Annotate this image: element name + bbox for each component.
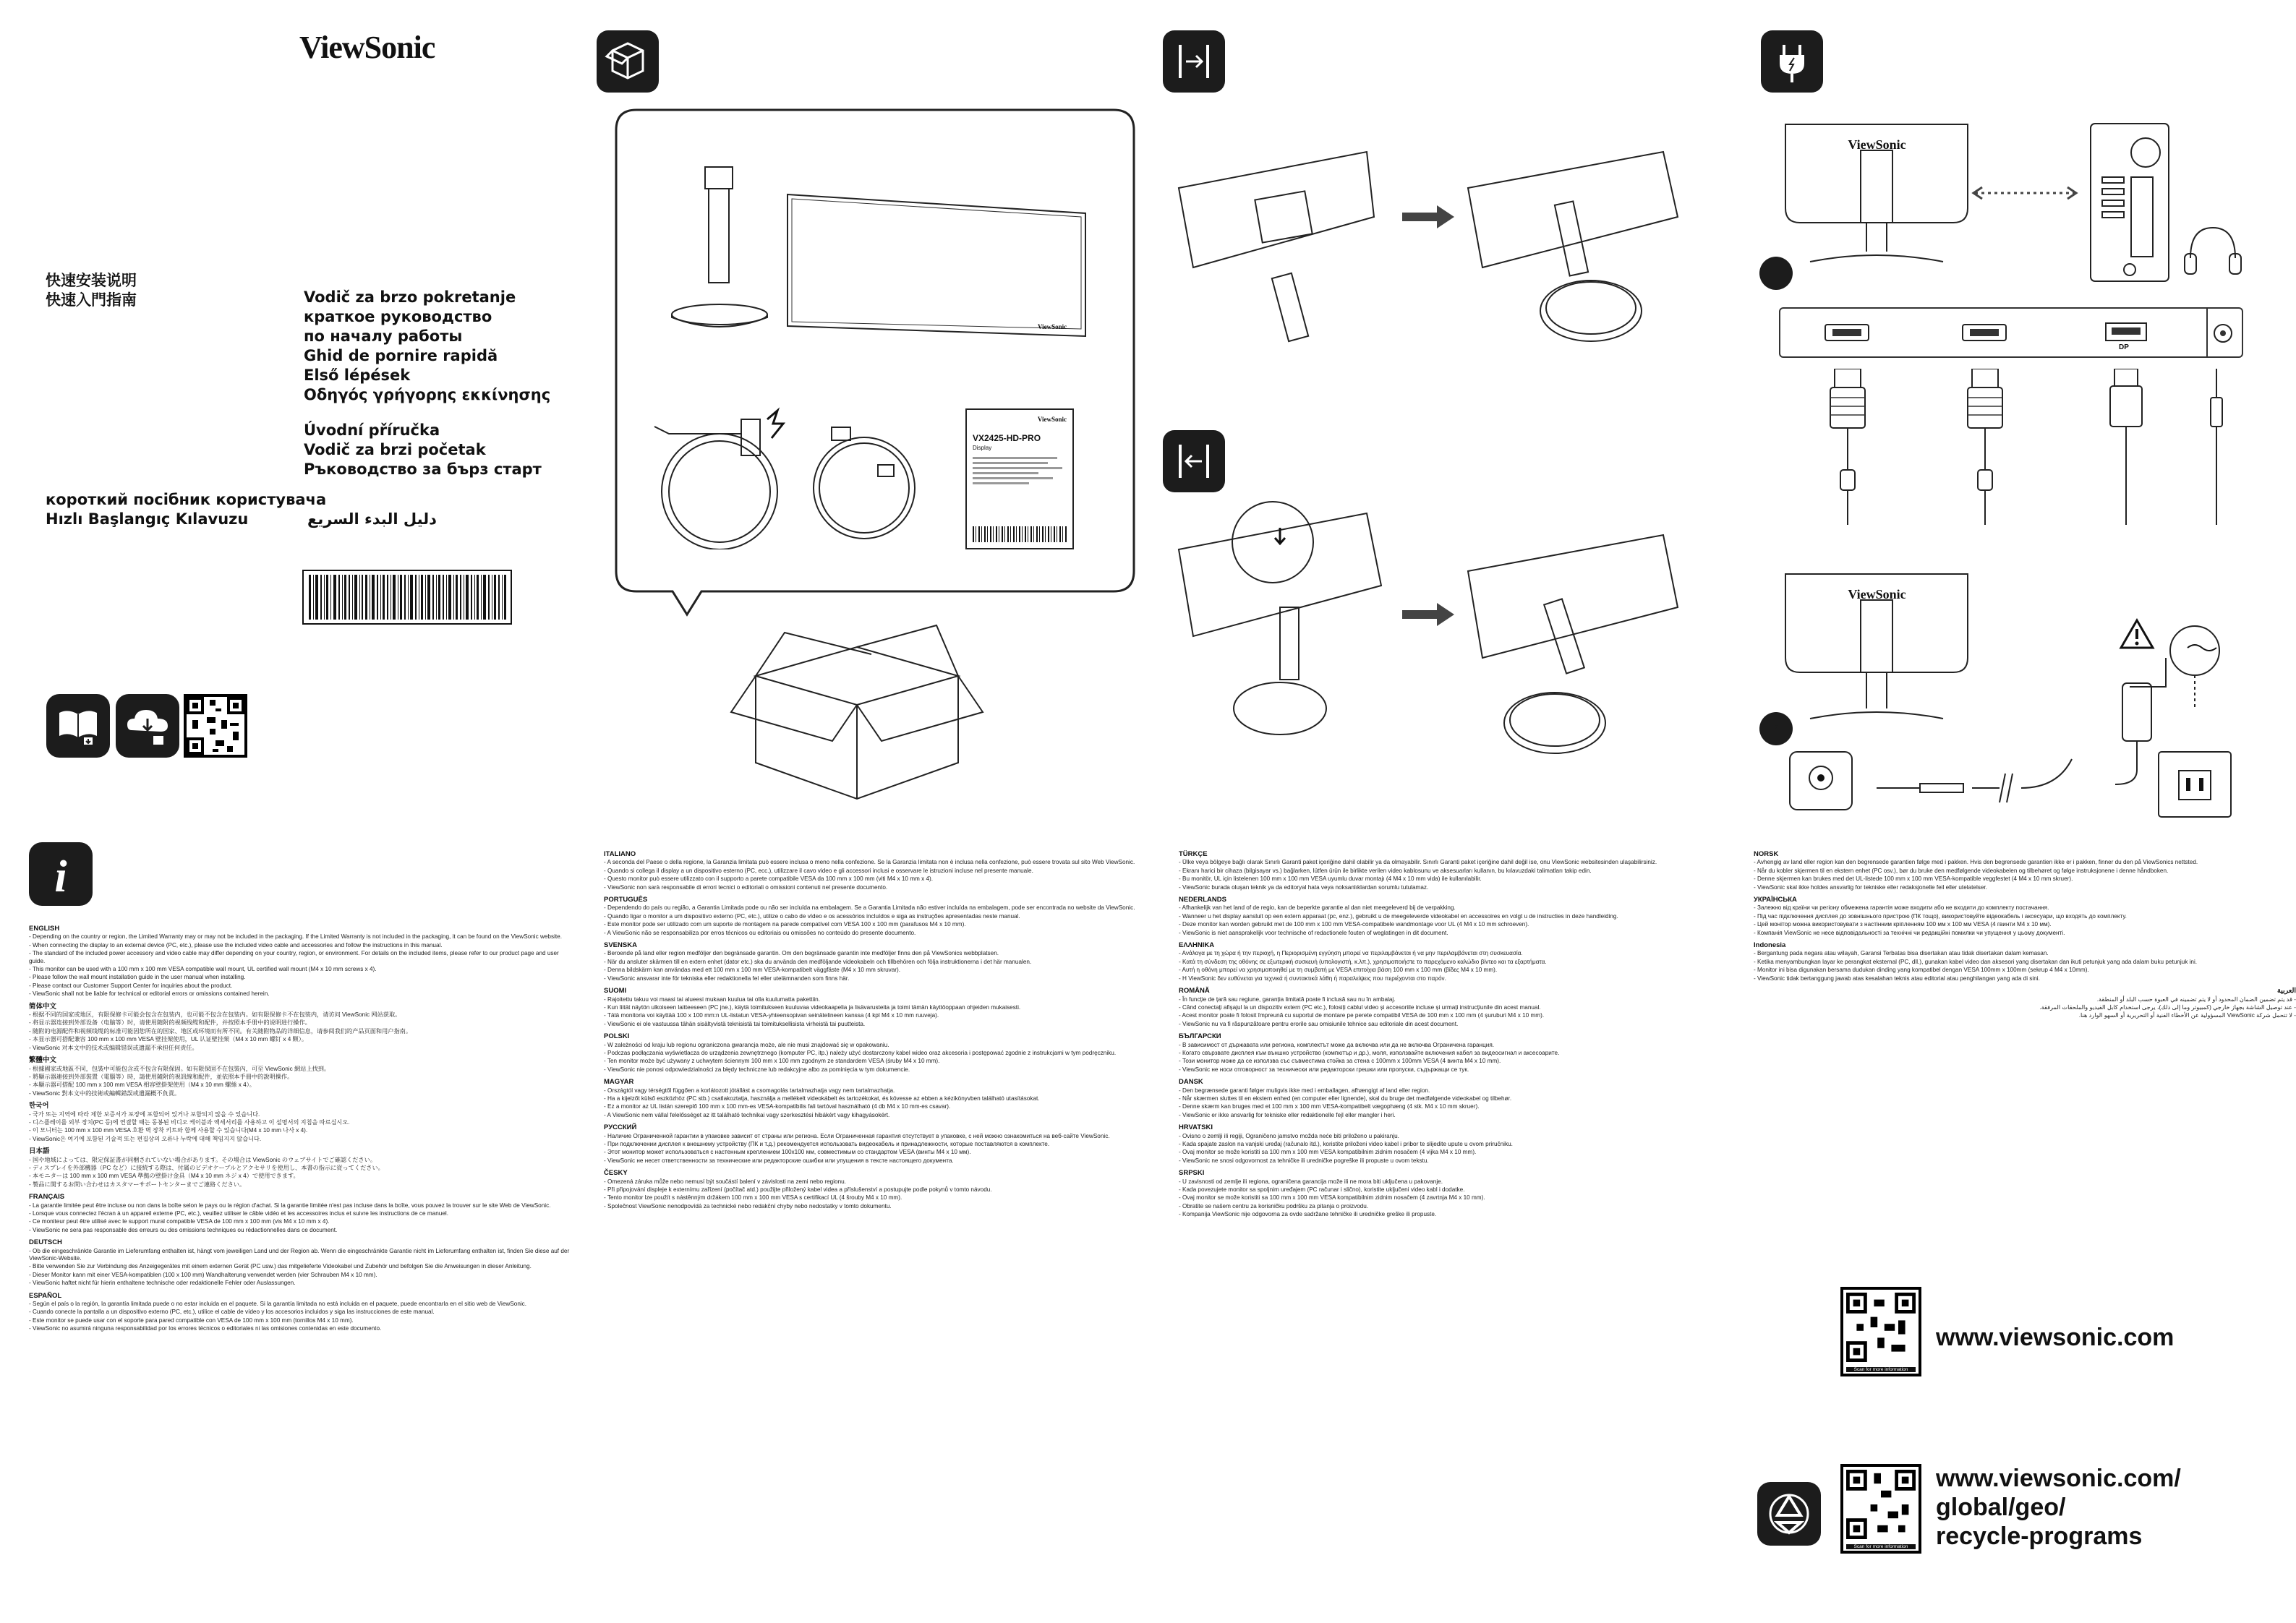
qr-caption: Scan for more information (1846, 1367, 1916, 1372)
section-heading: 한국어 (29, 1102, 49, 1110)
title-line: Ghid de pornire rapidă (304, 347, 498, 364)
section-line: - 随附的电源配件和视频线缆的标准可能因您所在的国家、地区或环境而有所不同。有关随附物品的详细信息，请参阅我们的产品页面和用户指南。 (29, 1027, 412, 1035)
section-line: - ViewSonic is niet aansprakelijk voor technische of redactionele fouten of weglatingen in dit document. (1179, 929, 1448, 936)
title-line: короткий посібник користувача (46, 491, 327, 508)
recycle-url-line: recycle-programs (1936, 1523, 2143, 1550)
section-line: - Ovisno o zemlji ili regiji, Ograničeno jamstvo možda neće biti priloženo u pakiranju. (1179, 1132, 1399, 1139)
section-line: - Společnost ViewSonic nenodpovídá za technické nebo redakční chyby nebo nedostatky v tomto dokumentu. (604, 1202, 892, 1209)
titles-group-1 (304, 288, 550, 405)
section-heading: PORTUGUÊS (604, 896, 648, 904)
stand-attach-icon (1163, 30, 1225, 93)
section-heading: SUOMI (604, 987, 627, 995)
title-line: Vodič za brzo pokretanje (304, 288, 516, 306)
product-label-card (965, 408, 1074, 549)
section-line: - Dieser Monitor kann mit einer VESA-kompatiblen (100 x 100 mm) Wandhalterung verwendet werden (vier Schrauben M4 x 10 mm). (29, 1271, 377, 1278)
section-heading: ΕΛΛΗΝΙΚΑ (1179, 941, 1215, 950)
website-qr[interactable] (1840, 1287, 1921, 1376)
section-line: - ViewSonic non sarà responsabile di errori tecnici o editoriali o omissioni contenuti nel presente documento. (604, 883, 888, 891)
section-heading: HRVATSKI (1179, 1123, 1213, 1132)
section-line: - Η ViewSonic δεν ευθύνεται για τεχνικά ή συντακτικά λάθη ή παραλείψεις που περιέχονται στο παρόν. (1179, 975, 1446, 982)
audio-connector (2202, 369, 2231, 528)
section-line: - Při připojování displeje k externímu zařízení (počítač atd.) použijte přiložený kabel videa a příslušenství a postupujte podle pokynů v tomto návodu. (604, 1186, 992, 1194)
section-heading: ČESKY (604, 1169, 628, 1178)
section-line: - A seconda del Paese o della regione, la Garanzia limitata può essere inclusa o meno nella confezione. Se la Garanzia limitata non è inclusa nella confezione, può essere trovata sul sito Web ViewSonic. (604, 859, 1135, 866)
title-line: по началу работы (304, 327, 463, 345)
title-line: 快速安装说明 (46, 272, 137, 289)
section-heading: NORSK (1754, 850, 1779, 858)
title-line: Első lépések (304, 367, 411, 384)
section-line: - Lorsque vous connectez l'écran à un appareil externe (PC, etc.), veuillez utiliser le câble vidéo et les accessoires inclus et suivre les instructions de ce manuel. (29, 1210, 448, 1217)
section-heading: POLSKI (604, 1032, 630, 1041)
section-line: - When connecting the display to an external device (PC, etc.), please use the included video cable and accessories and follow the instructions in this manual. (29, 941, 443, 948)
section-line: - ViewSonic은 여기에 포함된 기술적 또는 편집상의 오류나 누락에 대해 책임지지 않습니다. (29, 1135, 262, 1142)
distance-arrow-icon (1971, 184, 2079, 202)
section-heading: TÜRKÇE (1179, 850, 1208, 858)
titles-group-2 (304, 421, 542, 479)
section-line: - 將顯示器連接到外部裝置（電腦等）時，請使用隨附的視訊線和配件，並依照本手冊中的說明操作。 (29, 1073, 294, 1080)
section-line: - A ViewSonic nem vállal felelősséget az itt található technikai vagy szerkesztési hibákért vagy kihagyásokért. (604, 1111, 890, 1118)
attach-step-2-drawing (1461, 145, 1692, 354)
label-brand: ViewSonic (1037, 416, 1067, 423)
section-heading: ENGLISH (29, 925, 60, 933)
detach-step-1-drawing (1172, 499, 1388, 737)
recycle-url[interactable] (1936, 1464, 2181, 1551)
section-heading: 日本語 (29, 1147, 50, 1156)
section-line: - När du ansluter skärmen till en extern enhet (dator etc.) ska du använda den medföljande videokabeln och tillbehören och följa instruktionerna i det här manualen. (604, 958, 1032, 965)
monitor-brand-label: ViewSonic (1038, 323, 1067, 330)
barcode (302, 570, 512, 625)
info-icon (29, 842, 93, 906)
hdmi-connector-2 (1956, 369, 2014, 528)
open-box-drawing (727, 618, 987, 828)
section-line: - Bergantung pada negara atau wilayah, Garansi Terbatas bisa disertakan atau tidak disertakan dalam kemasan. (1754, 950, 2049, 957)
section-line: - Este monitor pode ser utilizado com um suporte de montagem na parede compatível com VESA 100 x 100 mm (parafusos M4 x 10 mm). (604, 921, 966, 928)
title-line: 快速入門指南 (46, 291, 137, 309)
section-line: - Kada povezujete monitor sa spoljnim uređajem (PC računar i slično), koristite uključeni video kabl i dodatke. (1179, 1186, 1465, 1194)
section-line: - Quando ligar o monitor a um dispositivo externo (PC, etc.), utilize o cabo de vídeo e os acessórios incluídos e siga as instruções apresentadas neste manual. (604, 912, 1020, 920)
section-line: - 국가 또는 지역에 따라 제한 보증서가 포장에 포함되어 있거나 포함되지 않을 수 있습니다. (29, 1110, 260, 1118)
recycle-url-line: www.viewsonic.com/ (1936, 1465, 2181, 1492)
section-line: - Ob die eingeschränkte Garantie im Lieferumfang enthalten ist, hängt vom jeweiligen Land und der Region ab. Wenn die eingeschränkte Garantie nicht im Lieferumfang enthalten ist, finden Sie diese auf der ViewSonic-Website. (29, 1247, 570, 1262)
section-heading: УКРАЇНСЬКА (1754, 896, 1797, 904)
website-block (1840, 1287, 2289, 1381)
section-line: - Beroende på land eller region medföljer den begränsade garantin. Om den begränsade garantin inte medföljer finns den på ViewSonics webbplatsen. (604, 950, 999, 957)
section-line: - Afhankelijk van het land of de regio, kan de beperkte garantie al dan niet meegeleverd bij de verpakking. (1179, 904, 1456, 912)
section-heading: ROMÂNĂ (1179, 987, 1210, 995)
section-line: - Ανάλογα με τη χώρα ή την περιοχή, η Περιορισμένη εγγύηση μπορεί να περιλαμβάνεται ή να μην περιλαμβάνεται στη συσκευασία. (1179, 950, 1523, 957)
titles-group-3 (46, 490, 326, 529)
svg-text:i: i (54, 852, 67, 902)
section-line: - Kompanija ViewSonic nije odgovorna za ovde sadržane tehničke ili uredničke greške ili propuste. (1179, 1211, 1437, 1218)
section-heading: DANSK (1179, 1078, 1203, 1087)
section-line: - ViewSonic no asumirá ninguna responsabilidad por los errores técnicos o editoriales ni las omisiones contenidas en este documento. (29, 1325, 382, 1332)
section-heading: SVENSKA (604, 941, 637, 950)
section-line: - Ten monitor może być używany z uchwytem ściennym 100 mm x 100 mm zgodnym ze standardem VESA (śruby M4 x 10 mm). (604, 1058, 940, 1065)
section-line: - ViewSonic er ikke ansvarlig for tekniske eller redaktionelle fejl eller mangler i heri. (1179, 1111, 1396, 1118)
section-line: - ViewSonic не носи отговорност за технически или редакторски грешки или пропуски, съдържащи се тук. (1179, 1066, 1469, 1073)
section-line: - Monitor ini bisa digunakan bersama dudukan dinding yang kompatibel dengan VESA 100mm x 100mm (sekrup 4 M4 x 10mm). (1754, 967, 2089, 974)
section-line: - Ez a monitor az UL listán szereplő 100 mm x 100 mm-es VESA-kompatibilis fali tartóval használható (4 db M4 x 10 mm-es csavar). (604, 1103, 951, 1110)
manual-download-icon (46, 694, 110, 758)
section-line: - Ekranı harici bir cihaza (bilgisayar vs.) bağlarken, lütfen ürün ile birlikte verilen video kablosunu ve aksesuarları kullanın, bu kılavuzdaki talimatları takip edin. (1179, 867, 1592, 874)
text-column-3 (1179, 846, 1721, 1612)
power-plug-icon (1761, 30, 1823, 93)
title-line: Ръководство за бърз старт (304, 461, 542, 478)
section-heading: SRPSKI (1179, 1169, 1205, 1178)
section-line: - The standard of the included power accessory and video cable may differ depending on your country, region, or environment. For details on the included items, please refer to our product page and user guide. (29, 950, 559, 964)
stand-detach-icon (1163, 430, 1225, 492)
section-line: - При подключении дисплея к внешнему устройству (ПК и т.д.) рекомендуется использовать видеокабель и принадлежности, которые поставляются в комплекте. (604, 1141, 1050, 1147)
section-line: - ViewSonic burada oluşan teknik ya da editoryal hata veya noksanlıklardan sorumlu tutulamaz. (1179, 883, 1429, 891)
brand-logo: ViewSonic (299, 30, 435, 65)
section-line: - Når skærmen sluttes til en ekstern enhed (en computer eller lignende), skal du bruge det medfølgende videokabel og tilbehør. (1179, 1095, 1512, 1102)
recycle-url-line: global/geo/ (1936, 1494, 2066, 1521)
cloud-download-icon (116, 694, 179, 758)
port-panel (1779, 307, 2243, 358)
attach-step-1-drawing (1172, 145, 1381, 354)
section-line: - 根據國家或地區不同，包裝中可能包含或不包含有限保固。如有限保固不在包裝內，可至 ViewSonic 網站上找到。 (29, 1065, 330, 1072)
section-line: - 国や地域によっては、限定保証書が同梱されていない場合があります。その場合は ViewSonic のウェブサイトでご確認ください。 (29, 1156, 377, 1163)
section-line: - Rajoitettu takuu voi maasi tai alueesi mukaan kuulua tai olla kuulumatta pakettiin. (604, 995, 821, 1003)
section-line: - لا تتحمل شركة ViewSonic المسؤولية عن الأخطاء الفنية أو التحريرية أو السهو الوارد هنا. (2078, 1012, 2296, 1019)
section-line: - Når du kobler skjermen til en ekstern enhet (PC osv.), bør du bruke den medfølgende videokabelen og tilbehøret og følge instruksjonene i denne håndboken. (1754, 867, 2169, 874)
monitor-drawing (785, 192, 1088, 343)
recycle-qr[interactable] (1840, 1464, 1921, 1554)
section-line: - Ha a kijelzőt külső eszközhöz (PC stb.) csatlakoztatja, használja a mellékelt videokábelt és tartozékokat, és kövesse az ebben a kézikönyvben található utasításokat. (604, 1095, 1040, 1102)
section-line: - Ovaj monitor se može koristiti sa 100 mm x 100 mm VESA kompatibilnim zidnim nosačem (4 vijka M4 x 10 mm). (1179, 1149, 1477, 1156)
section-heading: РУССКИЙ (604, 1123, 637, 1132)
section-line: - Αυτή η οθόνη μπορεί να χρησιμοποιηθεί με τη συμβατή με VESA επιτοίχια βάση 100 mm x 100 mm (βίδες M4 x 10 mm). (1179, 967, 1498, 974)
title-line: краткое руководство (304, 308, 492, 325)
section-line: - Când conectați afișajul la un dispozitiv extern (PC etc.), folosiți cablul video și accesoriile incluse și urmați instrucțiunile din acest manual. (1179, 1003, 1541, 1011)
section-line: - Κατά τη σύνδεση της οθόνης σε εξωτερική συσκευή (υπολογιστή, κ.λπ.), χρησιμοποιήστε το παρεχόμενο καλώδιο βίντεο και τα εξαρτήματα. (1179, 958, 1547, 965)
section-line: - ViewSonic не несет ответственности за технические или редакторские ошибки или упущения в тексте настоящего документа. (604, 1157, 954, 1164)
title-line: Hızlı Başlangıç Kılavuzu (46, 510, 249, 528)
text-column-1 (29, 920, 571, 1614)
stand-drawing (669, 163, 770, 329)
section-line: - Kun liität näytön ulkoiseen laitteeseen (PC jne.), käytä toimitukseen kuuluvaa videokaapelia ja lisävarusteita ja toimi tämän käyttöoppaan ohjeiden mukaisesti. (604, 1003, 1021, 1011)
section-line: - Ketika menyambungkan layar ke perangkat eksternal (PC, dll.), gunakan kabel video dan aksesori yang disertakan dan ikuti petunjuk yang ada dalam buku petunjuk ini. (1754, 958, 2198, 965)
title-arabic: دليل البدء السريع (307, 510, 437, 528)
section-line: - Según el país o la región, la garantía limitada puede o no estar incluida en el paquete. Si la garantía limitada no está incluida en el paquete, puede encontrarla en el sitio web de ViewSonic. (29, 1301, 527, 1308)
section-line: - Bu monitör, UL için listelenen 100 mm x 100 mm VESA uyumlu duvar montajı (4 M4 x 10 mm vida) ile kullanılabilir. (1179, 875, 1482, 883)
section-line: - Этот монитор может использоваться с настенным креплением 100х100 мм, совместимым со стандартом VESA (винты M4 x 10 мм). (604, 1149, 971, 1156)
section-heading: Indonesia (1754, 941, 1786, 950)
title-line: Οδηγός γρήγορης εκκίνησης (304, 386, 551, 403)
section-line: - A ViewSonic não se responsabiliza por erros técnicos ou editoriais ou omissões no conteúdo do presente documento. (604, 929, 916, 936)
section-line: - Avhengig av land eller region kan den begrensede garantien følge med i pakken. Hvis den begrensede garantien ikke er i pakken, finner du den på ViewSonics nettsted. (1754, 859, 2198, 866)
section-line: - ViewSonic ne sera pas responsable des erreurs ou des omissions techniques ou rédactionnelles dans ce document. (29, 1226, 338, 1233)
section-line: - ViewSonic tidak bertanggung jawab atas kesalahan teknis atau editorial atau penghilangan yang ada di sini. (1754, 975, 2040, 982)
section-line: - Bitte verwenden Sie zur Verbindung des Anzeigegerätes mit einem externen Gerät (PC usw.) das mitgelieferte Videokabel und Zubehör und befolgen Sie die Anweisungen in dieser Anleitung. (29, 1263, 532, 1270)
cover-panel (0, 0, 571, 831)
section-line: - Denna bildskärm kan användas med ett 100 mm x 100 mm VESA-kompatibelt väggfäste (M4 x 10 mm skruvar). (604, 967, 900, 974)
info-section (0, 835, 2296, 1623)
section-line: - Залежно від країни чи регіону обмежена гарантія може входити або не входити до комплекту постачання. (1754, 904, 2049, 912)
section-line: - Наличие Ограниченной гарантии в упаковке зависит от страны или региона. Если Ограниченная гарантия отсутствует в упаковке, с ней можно ознакомиться на веб-сайте ViewSonic. (604, 1132, 1110, 1139)
section-line: - Acest monitor poate fi folosit împreună cu suportul de montare pe perete compatibil VESA de 100 mm x 100 mm (4 șuruburi M4 x 10 mm). (1179, 1012, 1545, 1019)
box-contents-panel (575, 0, 1146, 831)
section-line: - ViewSonic haftet nicht für hierin enthaltene technische oder redaktionelle Fehler oder Auslassungen. (29, 1280, 296, 1287)
power-adapter-drawing (640, 405, 799, 549)
section-line: - Този монитор може да се използва със съвместима стойка за стена с 100mm x 100mm VESA (4 винта M4 x 10 mm). (1179, 1058, 1501, 1065)
section-heading: БЪЛГАРСКИ (1179, 1032, 1221, 1041)
step-1-marker: 1 (1759, 257, 1793, 290)
section-line: - This monitor can be used with a 100 mm x 100 mm VESA compatible wall mount, UL certified wall mount (M4 x 10 mm screws x 4). (29, 966, 377, 973)
section-line: - Obratite se našem centru za korisničku podršku za pitanja o proizvodu. (1179, 1202, 1369, 1209)
section-heading: DEUTSCH (29, 1238, 62, 1247)
section-line: - ViewSonic nu va fi răspunzătoare pentru erorile sau omisiunile tehnice sau editoriale din acest document. (1179, 1020, 1459, 1027)
dp-connector (2097, 369, 2155, 528)
section-line: - 根据不同的国家或地区，有限保修卡可能会包含在包装内，也可能不包含在包装内。如有限保修卡不在包装内，请访问 ViewSonic 网站获取。 (29, 1011, 401, 1019)
qr-code[interactable] (184, 694, 247, 758)
monitor-front-1 (1781, 121, 1973, 266)
recycle-block (1840, 1464, 2289, 1572)
hdmi-connector-1 (1819, 369, 1877, 528)
dp-port-label: DP (2119, 343, 2129, 351)
section-line: - La garantie limitée peut être incluse ou non dans la boîte selon le pays ou la région d'achat. Si la garantie limitée n'est pas incluse dans la boîte, vous pouvez la trouver sur le site Web de ViewSonic. (29, 1202, 551, 1209)
section-line: - Quando si collega il display a un dispositivo esterno (PC, ecc.), utilizzare il cavo video e gli accessori inclusi e osservare le istruzioni incluse nel presente manuale. (604, 867, 1033, 874)
section-line: - 本显示器可搭配兼容 100 mm x 100 mm VESA 壁挂架使用，UL 认证壁挂架（M4 x 10 mm 螺钉 x 4 颗）。 (29, 1036, 308, 1043)
section-heading: MAGYAR (604, 1078, 634, 1087)
section-line: - Tätä monitoria voi käyttää 100 x 100 mm:n UL-listatun VESA-yhteensopivan seinätelineen kanssa (4 kpl M4 x 10 mm ruuveja). (604, 1012, 939, 1019)
installation-panel (1150, 0, 1721, 831)
section-heading: NEDERLANDS (1179, 896, 1226, 904)
section-line: - ViewSonic ei ole vastuussa tähän sisältyvistä teknisistä tai toimituksellisista virheistä tai puutteista. (604, 1020, 866, 1027)
section-line: - ディスプレイを外部機器（PC など）に接続する際は、付属のビデオケーブルとアクセサリを使用し、本書の指示に従ってください。 (29, 1164, 384, 1171)
section-line: - Please contact our Customer Support Center for inquiries about the product. (29, 982, 233, 989)
box-icon (597, 30, 659, 93)
section-line: - Országtól vagy térségtől függően a korlátozott jótállást a csomagolás tartalmazhatja vagy nem tartalmazhatja. (604, 1087, 895, 1094)
section-line: - 이 모니터는 100 mm x 100 mm VESA 호환 벽 장착 키트와 함께 사용할 수 있습니다(M4 x 10 mm 나사 x 4). (29, 1127, 308, 1134)
section-line: - Цей монітор можна використовувати з настінним кріпленням 100 мм x 100 мм VESA (4 гвинти M4 x 10 мм). (1754, 921, 2052, 928)
monitor-front-2 (1781, 571, 1973, 723)
website-url[interactable]: www.viewsonic.com (1936, 1324, 2175, 1351)
hdmi-cable-drawing (803, 416, 926, 546)
section-line: - Denne skjermen kan brukes med det UL-listede 100 mm x 100 mm VESA-kompatible veggfestet (4 M4 x 10 mm skruer). (1754, 875, 2073, 883)
headphones-icon (2180, 220, 2245, 278)
recycle-icon (1757, 1482, 1821, 1546)
section-line: - Ce moniteur peut être utilisé avec le support mural compatible VESA de 100 mm x 100 mm (vis M4 x 10 mm x 4). (29, 1218, 330, 1225)
section-line: - 디스플레이를 외부 장치(PC 등)에 연결할 때는 동봉된 비디오 케이블과 액세서리를 사용하고 이 설명서의 지침을 따르십시오. (29, 1118, 350, 1126)
step-2-marker: 2 (1759, 712, 1793, 745)
section-line: - 将显示器连接到外部设备（电脑等）时，请使用随附的视频线缆和配件，并按照本手册中的说明进行操作。 (29, 1019, 311, 1027)
section-line: - Depending on the country or region, the Limited Warranty may or may not be included in the packaging. If the Limited Warranty is not included in the packaging, it can be found on the ViewSonic website. (29, 933, 562, 941)
label-lines (973, 457, 1067, 484)
section-line: - ViewSonic ne snosi odgovornost za tehničke ili uredničke pogreške ili propuste u ovom tekstu. (1179, 1157, 1429, 1164)
section-line: - Este monitor se puede usar con el soporte para pared compatible con VESA de 100 mm x 100 mm (tornillos M4 x 10 mm). (29, 1316, 354, 1324)
section-line: - عند توصيل الشاشة بجهاز خارجي (كمبيوتر وما إلى ذلك)، يرجى استخدام كابل الفيديو والملحقات المرفقة. (2039, 1003, 2296, 1011)
detach-step-2-drawing (1461, 528, 1692, 766)
section-line: - Компанія ViewSonic не несе відповідальності за технічні чи редакційні помилки чи упущення у цьому документі. (1754, 929, 2065, 936)
section-line: - Ülke veya bölgeye bağlı olarak Sınırlı Garanti paket içeriğine dahil olabilir ya da olmayabilir. Sınırlı Garanti paket içeriğine dahil değil ise, onu ViewSonic websitesinden ulaşabilirsiniz. (1179, 859, 1657, 866)
section-line: - Questo monitor può essere utilizzato con il supporto a parete compatibile VESA da 100 mm x 100 mm (viti M4 x 10 mm x 4). (604, 875, 934, 883)
label-barcode (973, 526, 1067, 542)
section-line: - Під час підключення дисплея до зовнішнього пристрою (ПК тощо), використовуйте відеокабель і аксесуари, що входять до комплекту. (1754, 912, 2127, 920)
section-line: - قد يتم تضمين الضمان المحدود أو لا يتم تضمينه في العبوة حسب البلد أو المنطقة. (2096, 995, 2296, 1003)
section-line: - Denne skærm kan bruges med et 100 mm x 100 mm VESA-kompatibelt vægophæng (4 stk. M4 x 10 mm skruer). (1179, 1103, 1480, 1110)
section-heading: ITALIANO (604, 850, 636, 858)
rear-brand-1: ViewSonic (1848, 137, 1906, 152)
section-line: - Deze monitor kan worden gebruikt met de 100 mm x 100 mm VESA-compatibele wandmontage voor UL (4 M4 x 10 mm schroeven). (1179, 921, 1529, 928)
section-heading: العربية (2277, 987, 2296, 995)
section-heading: FRANÇAIS (29, 1193, 65, 1202)
label-model: VX2425-HD-PRO (973, 433, 1041, 443)
section-line: - ViewSonic nie ponosi odpowiedzialności za błędy techniczne lub redakcyjne albo za pominięcia w tym dokumencie. (604, 1066, 910, 1073)
section-line: - Please follow the wall mount installation guide in the user manual when installing. (29, 974, 246, 981)
section-line: - ViewSonic 对本文中的技术或编辑错误或遗漏不承担任何责任。 (29, 1044, 198, 1051)
section-line: - В зависимост от държавата или региона, комплектът може да включва или да не включва Ограничена гаранция. (1179, 1041, 1495, 1048)
section-line: - Kada spajate zaslon na vanjski uređaj (računalo itd.), koristite priloženi video kabel i pribor te slijedite upute u ovom priručniku. (1179, 1141, 1513, 1147)
section-heading: ESPAÑOL (29, 1291, 62, 1300)
text-column-4 (1754, 846, 2296, 1251)
section-line: - Den begrænsede garanti følger muligvis ikke med i emballagen, afhængigt af land eller region. (1179, 1087, 1430, 1094)
section-line: - ViewSonic skal ikke holdes ansvarlig for tekniske eller redaksjonelle feil eller utelatelser. (1754, 883, 1987, 891)
section-line: - Когато свързвате дисплея към външно устройство (компютър и др.), моля, използвайте включения кабел за видеосигнал и аксесоарите. (1179, 1049, 1560, 1056)
title-line: Úvodní příručka (304, 421, 440, 439)
section-heading: 简体中文 (29, 1002, 57, 1011)
section-line: - U zavisnosti od zemlje ili regiona, ograničena garancija može ili ne mora biti uključena u pakovanje. (1179, 1178, 1443, 1185)
connections-panel (1725, 0, 2296, 831)
rear-brand-2: ViewSonic (1848, 587, 1906, 601)
section-line: - 本モニターは 100 mm x 100 mm VESA 準拠の壁掛け金具（M4 x 10 mm ネジ x 4）で使用できます。 (29, 1173, 299, 1180)
section-line: - ViewSonic 對本文中的技術或編輯錯誤或遺漏概不負責。 (29, 1089, 181, 1097)
label-type: Display (973, 445, 992, 451)
section-line: - W zależności od kraju lub regionu ograniczona gwarancja może, ale nie musi znajdować się w opakowaniu. (604, 1041, 889, 1048)
text-column-2 (604, 846, 1146, 1612)
section-line: - Dependendo do país ou região, a Garantia Limitada pode ou não ser incluída na embalagem. Se a Garantia Limitada não estiver incluída na embalagem, pode ser encontrada no website da ViewSonic. (604, 904, 1135, 912)
section-line: - Ovaj monitor se može koristiti sa 100 mm x 100 mm VESA kompatibilnim zidnim nosačem (4 zavrtnja M4 x 10 mm). (1179, 1194, 1485, 1202)
section-line: - ViewSonic ansvarar inte för tekniska eller redaktionella fel eller utelämnanden som finns här. (604, 975, 850, 982)
section-line: - Omezená záruka může nebo nemusí být součástí balení v závislosti na zemi nebo regionu. (604, 1178, 846, 1185)
power-jack-diagram (1783, 745, 2245, 824)
pc-tower-drawing (2086, 119, 2173, 286)
arrow-right-icon-2 (1399, 600, 1457, 629)
section-heading: 繁體中文 (29, 1056, 57, 1065)
section-line: - Cuando conecte la pantalla a un dispositivo externo (PC, etc.), utilice el cable de vídeo y los accesorios incluidos y siga las instrucciones de este manual. (29, 1309, 435, 1316)
section-line: - Wanneer u het display aansluit op een extern apparaat (pc, enz.), gebruikt u de meegeleverde videokabel en accessoires en volgt u de instructies in deze handleiding. (1179, 912, 1618, 920)
title-line: Vodič za brzi početak (304, 441, 486, 458)
section-line: - Podczas podłączania wyświetlacza do urządzenia zewnętrznego (komputer PC, itp.) należy użyć dostarczony kabel wideo oraz akcesoria i postępować zgodnie z instrukcjami w tym podręczniku. (604, 1049, 1117, 1056)
titles-cjk (46, 271, 137, 310)
section-line: - ViewSonic shall not be liable for technical or editorial errors or omissions contained herein. (29, 990, 270, 998)
section-line: - Tento monitor lze použít s nástěnným držákem 100 mm x 100 mm VESA s certifikací UL (4 šrouby M4 x 10 mm). (604, 1194, 902, 1202)
section-line: - 本顯示器可搭配 100 mm x 100 mm VESA 相容壁掛架使用（M4 x 10 mm 螺絲 x 4）。 (29, 1082, 255, 1089)
arrow-right-icon (1399, 202, 1457, 231)
qr-caption-2: Scan for more information (1846, 1544, 1916, 1549)
section-line: - În funcție de țară sau regiune, garanția limitată poate fi inclusă sau nu în ambalaj. (1179, 995, 1396, 1003)
section-line: - 製品に関するお問い合わせはカスタマーサポートセンターまでご連絡ください。 (29, 1181, 246, 1188)
